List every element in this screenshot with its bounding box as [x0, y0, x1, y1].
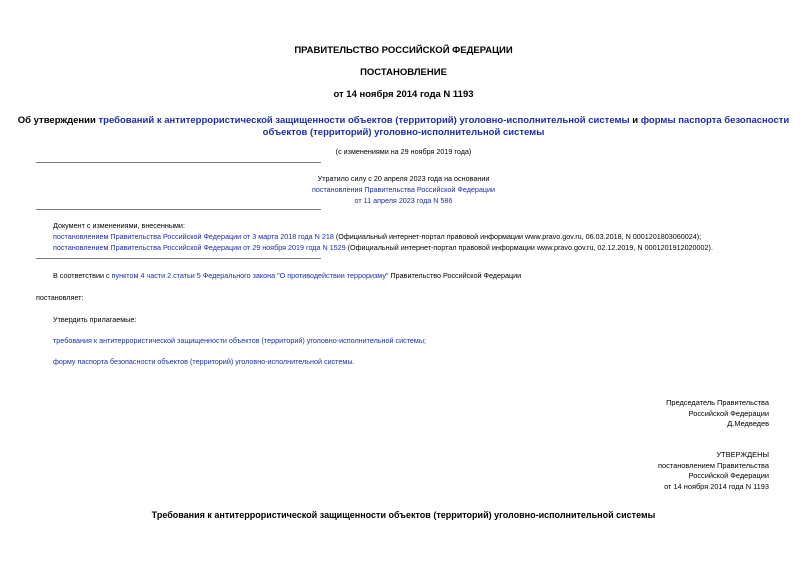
basis-paragraph: [53, 270, 521, 281]
title-link-requirements[interactable]: требований к антитеррористической защищенности объектов (территорий) уголовно-исполнительной системы: [98, 115, 630, 126]
changes-intro: Документ с изменениями, внесенными:: [53, 221, 185, 230]
signature-block: [666, 398, 769, 430]
change-item-source: (Официальный интернет-портал правовой информации www.pravo.gov.ru, 06.03.2018, N 0001201803060024);: [333, 232, 702, 241]
title-middle: и: [629, 115, 641, 126]
change-item-link[interactable]: постановлением Правительства Российской Федерации от 3 марта 2018 года N 218: [53, 232, 334, 241]
approval-stamp: [658, 450, 769, 492]
basis-prefix: В соответствии с: [53, 271, 112, 280]
document-date: от 14 ноября 2014 года N 1193: [333, 89, 474, 100]
approve-text: Утвердить прилагаемые:: [53, 315, 137, 324]
approved-item-link[interactable]: требования к антитеррористической защищенности объектов (территорий) уголовно-исполнительной системы;: [53, 336, 427, 345]
repeal-link-1[interactable]: постановления Правительства Российской Федерации: [311, 185, 496, 194]
divider: [36, 209, 321, 210]
change-item: [53, 242, 713, 253]
title-link-passport-form-continued[interactable]: объектов (территорий) уголовно-исполнительной системы: [262, 127, 545, 138]
section-title: Требования к антитеррористической защищенности объектов (территорий) уголовно-исполнительной системы: [151, 510, 656, 520]
signature-name: Д.Медведев: [727, 419, 769, 428]
amendments-note: (с изменениями на 29 ноября 2019 года): [335, 147, 472, 156]
change-item-link[interactable]: постановлением Правительства Российской Федерации от 29 ноября 2019 года N 1529: [53, 243, 346, 252]
approval-heading: УТВЕРЖДЕНЫ: [716, 450, 769, 459]
divider: [36, 258, 321, 259]
approval-line: Российской Федерации: [688, 471, 769, 480]
repeal-notice: [0, 173, 807, 206]
document-title: [0, 115, 807, 139]
change-item-source: (Официальный интернет-портал правовой информации www.pravo.gov.ru, 02.12.2019, N 0001201912020002).: [345, 243, 713, 252]
divider: [36, 162, 321, 163]
title-prefix: Об утверждении: [17, 115, 99, 126]
approval-line: от 14 ноября 2014 года N 1193: [664, 481, 769, 491]
decrees-text: постановляет:: [36, 293, 84, 302]
approval-line: постановлением Правительства: [658, 460, 769, 470]
signature-position: Председатель Правительства: [666, 398, 769, 407]
basis-law-link[interactable]: пунктом 4 части 2 статьи 5 Федерального закона "О противодействии терроризму": [111, 271, 389, 280]
change-item: [53, 231, 701, 242]
government-heading: ПРАВИТЕЛЬСТВО РОССИЙСКОЙ ФЕДЕРАЦИИ: [294, 45, 513, 56]
repeal-link-2[interactable]: от 11 апреля 2023 года N 586: [354, 196, 453, 205]
approved-item-link[interactable]: форму паспорта безопасности объектов (территорий) уголовно-исполнительной системы.: [53, 357, 355, 366]
repeal-text: Утратило силу с 20 апреля 2023 года на основании: [317, 174, 490, 183]
title-link-passport-form[interactable]: формы паспорта безопасности: [640, 115, 790, 126]
title-line-1: [0, 115, 807, 127]
document-type: ПОСТАНОВЛЕНИЕ: [360, 67, 447, 78]
signature-country: Российской Федерации: [688, 408, 769, 418]
basis-suffix: Правительство Российской Федерации: [388, 271, 522, 280]
